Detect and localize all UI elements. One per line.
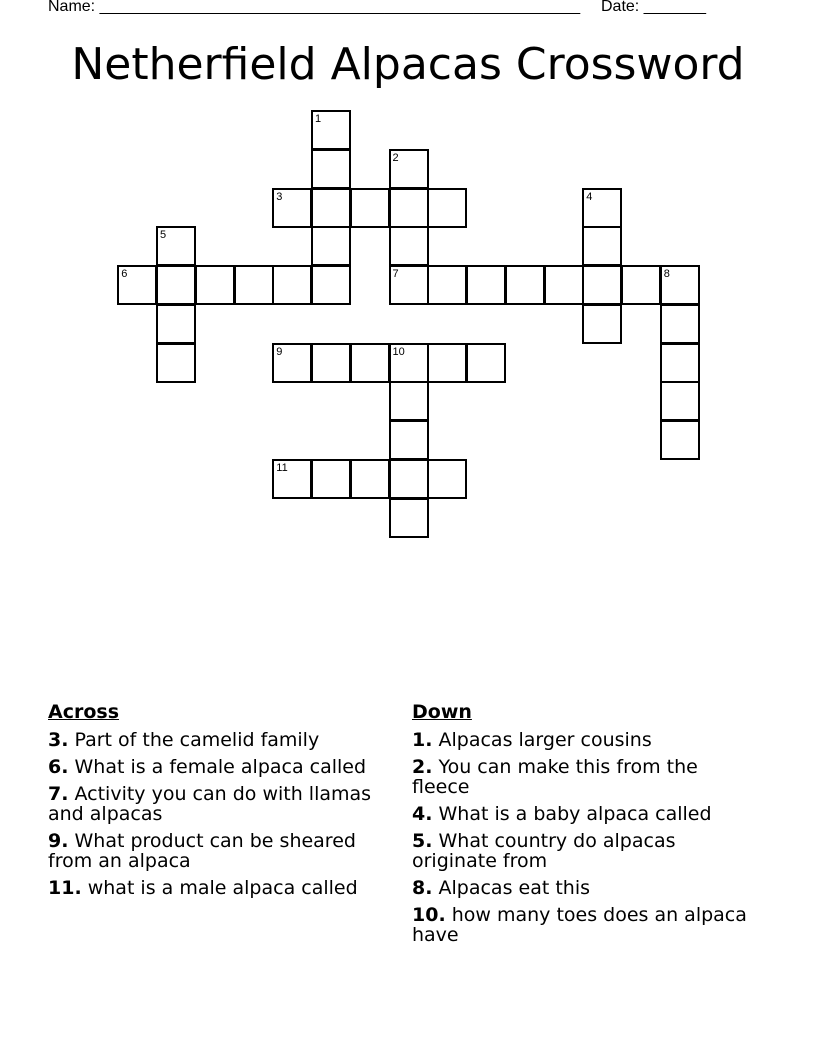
down-clues bbox=[412, 700, 757, 952]
grid-cell[interactable] bbox=[389, 265, 429, 305]
grid-cell[interactable] bbox=[660, 381, 700, 421]
cell-number: 7 bbox=[392, 268, 399, 280]
clue-across-3 bbox=[48, 730, 398, 750]
down-heading: Down bbox=[412, 701, 472, 723]
grid-cell[interactable] bbox=[660, 420, 700, 460]
clue-down-1 bbox=[412, 730, 757, 750]
cell-number: 1 bbox=[315, 113, 322, 125]
clue-down-4 bbox=[412, 804, 757, 824]
grid-cell[interactable] bbox=[621, 265, 661, 305]
cell-number: 3 bbox=[276, 190, 283, 203]
grid-cell[interactable] bbox=[156, 343, 196, 383]
grid-cell[interactable] bbox=[350, 343, 390, 383]
cell-number: 11 bbox=[276, 461, 288, 474]
clue-text: Activity you can do with llamas and alpacas bbox=[48, 783, 372, 825]
grid-cell[interactable] bbox=[427, 265, 467, 305]
clue-text: What product can be sheared from an alpaca bbox=[48, 830, 356, 872]
clue-across-11 bbox=[48, 878, 398, 898]
grid-cell[interactable] bbox=[544, 265, 584, 305]
grid-cell[interactable] bbox=[234, 265, 274, 305]
grid-cell[interactable] bbox=[311, 226, 351, 266]
grid-cell[interactable] bbox=[156, 226, 196, 266]
cell-number: 9 bbox=[276, 345, 283, 358]
clue-number: 5. bbox=[412, 830, 433, 852]
grid-cell[interactable] bbox=[311, 459, 351, 499]
clue-number: 4. bbox=[412, 803, 433, 825]
name-label: Name: bbox=[48, 0, 96, 15]
clue-number: 10. bbox=[412, 904, 446, 926]
clue-across-9 bbox=[48, 831, 398, 871]
grid-cell[interactable] bbox=[466, 265, 506, 305]
grid-cell[interactable] bbox=[427, 343, 467, 383]
grid-cell[interactable] bbox=[466, 343, 506, 383]
grid-cell[interactable] bbox=[389, 381, 429, 421]
clue-number: 6. bbox=[48, 756, 69, 778]
clue-across-6 bbox=[48, 757, 398, 777]
clue-number: 11. bbox=[48, 877, 82, 899]
cell-number: 4 bbox=[586, 190, 593, 203]
clue-number: 8. bbox=[412, 877, 433, 899]
grid-cell[interactable] bbox=[350, 188, 390, 228]
grid-cell[interactable] bbox=[660, 265, 700, 305]
clue-across-7 bbox=[48, 784, 398, 824]
clue-text: Alpacas eat this bbox=[438, 877, 590, 899]
date-field[interactable]: _______ bbox=[643, 0, 706, 15]
name-field[interactable]: ______________________________________________________ bbox=[99, 0, 581, 15]
grid-cell[interactable] bbox=[311, 188, 351, 228]
grid-cell[interactable] bbox=[311, 149, 351, 189]
cell-number: 2 bbox=[392, 151, 399, 164]
cell-number: 10 bbox=[392, 345, 405, 358]
clue-number: 3. bbox=[48, 729, 69, 751]
across-clues bbox=[48, 700, 398, 905]
clue-down-2 bbox=[412, 757, 757, 797]
grid-cell[interactable] bbox=[427, 459, 467, 499]
grid-cell[interactable] bbox=[311, 110, 351, 150]
grid-cell[interactable] bbox=[582, 188, 622, 228]
grid-cell[interactable] bbox=[389, 343, 429, 383]
clue-text: You can make this from the fleece bbox=[412, 756, 698, 798]
grid-cell[interactable] bbox=[350, 459, 390, 499]
grid-cell[interactable] bbox=[389, 226, 429, 266]
grid-cell[interactable] bbox=[156, 265, 196, 305]
clue-text: what is a male alpaca called bbox=[87, 877, 358, 899]
clue-number: 9. bbox=[48, 830, 69, 852]
grid-cell[interactable] bbox=[272, 343, 312, 383]
clue-text: how many toes does an alpaca have bbox=[412, 904, 747, 946]
grid-cell[interactable] bbox=[660, 304, 700, 344]
grid-cell[interactable] bbox=[582, 304, 622, 344]
grid-cell[interactable] bbox=[389, 188, 429, 228]
clue-text: Alpacas larger cousins bbox=[438, 729, 652, 751]
grid-cell[interactable] bbox=[582, 265, 622, 305]
cell-number: 6 bbox=[121, 268, 128, 280]
clue-text: What is a female alpaca called bbox=[74, 756, 367, 778]
across-heading: Across bbox=[48, 701, 120, 723]
cell-number: 8 bbox=[663, 268, 670, 280]
grid-cell[interactable] bbox=[272, 265, 312, 305]
clue-number: 2. bbox=[412, 756, 433, 778]
grid-cell[interactable] bbox=[272, 459, 312, 499]
grid-cell[interactable] bbox=[389, 420, 429, 460]
grid-cell[interactable] bbox=[311, 343, 351, 383]
grid-cell[interactable] bbox=[156, 304, 196, 344]
grid-cell[interactable] bbox=[389, 459, 429, 499]
grid-cell[interactable] bbox=[582, 226, 622, 266]
grid-cell[interactable] bbox=[427, 188, 467, 228]
date-label: Date: bbox=[601, 0, 640, 15]
grid-cell[interactable] bbox=[389, 149, 429, 189]
grid-cell[interactable] bbox=[117, 265, 157, 305]
page-title: Netherfield Alpacas Crossword bbox=[71, 39, 745, 90]
grid-cell[interactable] bbox=[195, 265, 235, 305]
clue-down-10 bbox=[412, 905, 757, 945]
grid-cell[interactable] bbox=[311, 265, 351, 305]
grid-cell[interactable] bbox=[272, 188, 312, 228]
clue-text: What country do alpacas originate from bbox=[412, 830, 676, 872]
grid-cell[interactable] bbox=[389, 498, 429, 538]
clue-number: 1. bbox=[412, 729, 433, 751]
cell-number: 5 bbox=[160, 229, 167, 242]
grid-cell[interactable] bbox=[660, 343, 700, 383]
clue-text: Part of the camelid family bbox=[74, 729, 320, 751]
clue-down-8 bbox=[412, 878, 757, 898]
clue-text: What is a baby alpaca called bbox=[438, 803, 712, 825]
clue-number: 7. bbox=[48, 783, 69, 805]
grid-cell[interactable] bbox=[505, 265, 545, 305]
clue-down-5 bbox=[412, 831, 757, 871]
